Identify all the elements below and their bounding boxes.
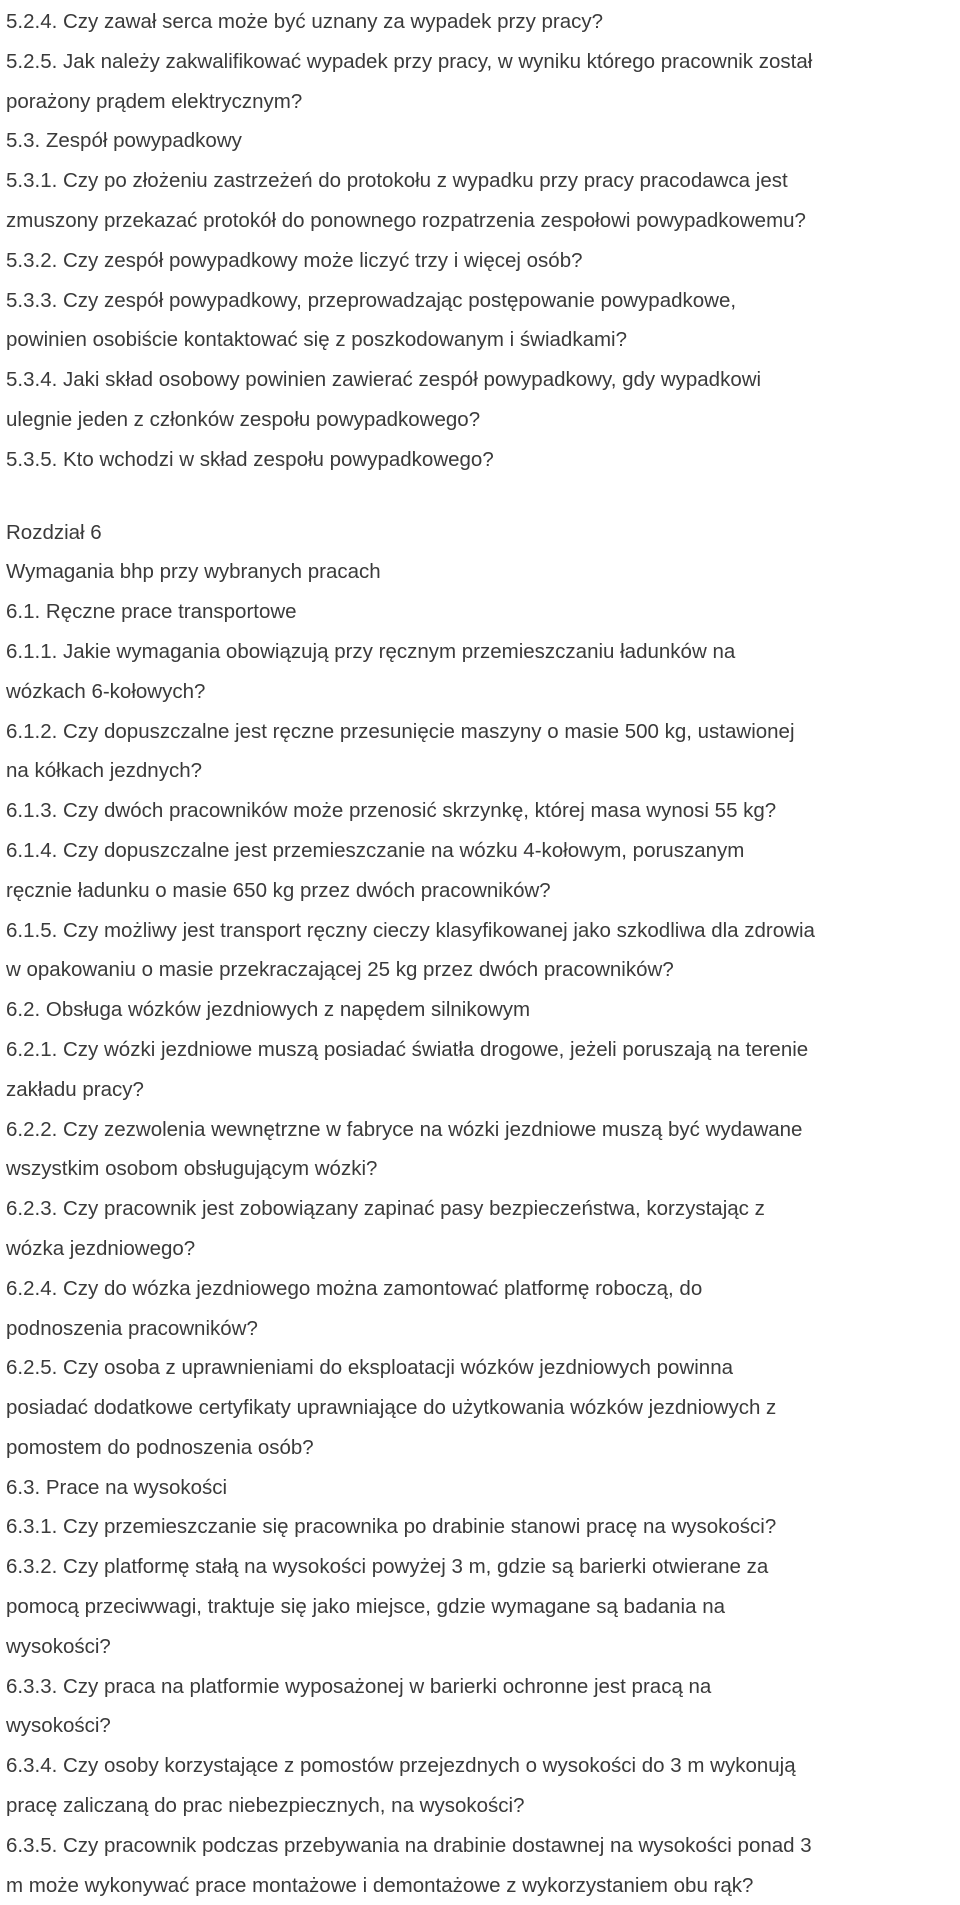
text-line: ulegnie jeden z członków zespołu powypadkowego? [6, 407, 481, 431]
text-line: powinien osobiście kontaktować się z poszkodowanym i świadkami? [6, 328, 627, 352]
text-line: 6.1.5. Czy możliwy jest transport ręczny cieczy klasyfikowanej jako szkodliwa dla zdrowia [6, 918, 815, 942]
text-line: posiadać dodatkowe certyfikaty uprawniające do użytkowania wózków jezdniowych z [6, 1396, 777, 1420]
text-line: wózkach 6-kołowych? [6, 679, 206, 703]
text-line: Rozdział 6 [6, 520, 102, 544]
section-spacer [6, 480, 954, 513]
text-line: 5.3.2. Czy zespół powypadkowy może liczyć trzy i więcej osób? [6, 248, 583, 272]
text-line: podnoszenia pracowników? [6, 1316, 258, 1340]
text-line: Wymagania bhp przy wybranych pracach [6, 560, 381, 584]
text-line: wózka jezdniowego? [6, 1236, 196, 1260]
text-line: m może wykonywać prace montażowe i demontażowe z wykorzystaniem obu rąk? [6, 1873, 754, 1897]
text-line: 6.1.4. Czy dopuszczalne jest przemieszczanie na wózku 4-kołowym, poruszanym [6, 838, 745, 862]
text-line: 6.1. Ręczne prace transportowe [6, 600, 297, 624]
text-line: 6.1.1. Jakie wymagania obowiązują przy ręcznym przemieszczaniu ładunków na [6, 639, 736, 663]
text-line: 5.2.4. Czy zawał serca może być uznany za wypadek przy pracy? [6, 10, 604, 33]
text-line: 6.3.1. Czy przemieszczanie się pracownika po drabinie stanowi pracę na wysokości? [6, 1515, 777, 1539]
text-line: pomocą przeciwwagi, traktuje się jako miejsce, gdzie wymagane są badania na [6, 1595, 726, 1619]
text-line: 6.2.1. Czy wózki jezdniowe muszą posiadać światła drogowe, jeżeli poruszają na terenie [6, 1037, 809, 1061]
document-body [6, 0, 954, 1905]
text-line: zakładu pracy? [6, 1077, 144, 1101]
text-line: 6.2. Obsługa wózków jezdniowych z napędem silnikowym [6, 998, 531, 1022]
text-line: 6.1.3. Czy dwóch pracowników może przenosić skrzynkę, której masa wynosi 55 kg? [6, 799, 777, 823]
text-line: 6.2.2. Czy zezwolenia wewnętrzne w fabryce na wózki jezdniowe muszą być wydawane [6, 1117, 803, 1141]
text-line: 6.3.2. Czy platformę stałą na wysokości powyżej 3 m, gdzie są barierki otwierane za [6, 1555, 769, 1579]
text-line: wysokości? [6, 1634, 111, 1658]
text-line: pomostem do podnoszenia osób? [6, 1435, 314, 1459]
text-line: 5.3.3. Czy zespół powypadkowy, przeprowadzając postępowanie powypadkowe, [6, 288, 737, 312]
text-line: 6.3.5. Czy pracownik podczas przebywania na drabinie dostawnej na wysokości ponad 3 [6, 1833, 812, 1857]
text-line: 5.3.4. Jaki skład osobowy powinien zawierać zespół powypadkowy, gdy wypadkowi [6, 368, 762, 392]
text-line: 5.3. Zespół powypadkowy [6, 129, 242, 153]
text-line: wszystkim osobom obsługującym wózki? [6, 1157, 378, 1181]
text-line: ręcznie ładunku o masie 650 kg przez dwóch pracowników? [6, 878, 551, 902]
text-line: 6.3.3. Czy praca na platformie wyposażonej w barierki ochronne jest pracą na [6, 1674, 712, 1698]
text-line: na kółkach jezdnych? [6, 759, 203, 783]
text-line: 6.2.5. Czy osoba z uprawnieniami do eksploatacji wózków jezdniowych powinna [6, 1356, 733, 1380]
text-line: w opakowaniu o masie przekraczającej 25 kg przez dwóch pracowników? [6, 958, 674, 982]
text-line: zmuszony przekazać protokół do ponownego rozpatrzenia zespołowi powypadkowemu? [6, 208, 806, 232]
text-line: 6.3.4. Czy osoby korzystające z pomostów przejezdnych o wysokości do 3 m wykonują [6, 1754, 796, 1778]
text-line: porażony prądem elektrycznym? [6, 89, 303, 113]
text-line: pracę zaliczaną do prac niebezpiecznych, na wysokości? [6, 1794, 525, 1818]
text-line: 6.1.2. Czy dopuszczalne jest ręczne przesunięcie maszyny o masie 500 kg, ustawionej [6, 719, 795, 743]
text-line: 5.3.5. Kto wchodzi w skład zespołu powypadkowego? [6, 447, 494, 471]
text-line: 6.2.4. Czy do wózka jezdniowego można zamontować platformę roboczą, do [6, 1276, 703, 1300]
text-line: 5.2.5. Jak należy zakwalifikować wypadek przy pracy, w wyniku którego pracownik został [6, 49, 813, 73]
text-line: 5.3.1. Czy po złożeniu zastrzeżeń do protokołu z wypadku przy pracy pracodawca jest [6, 169, 788, 193]
text-line: wysokości? [6, 1714, 111, 1738]
text-line: 6.3. Prace na wysokości [6, 1475, 228, 1499]
text-line: 6.2.3. Czy pracownik jest zobowiązany zapinać pasy bezpieczeństwa, korzystając z [6, 1197, 765, 1221]
